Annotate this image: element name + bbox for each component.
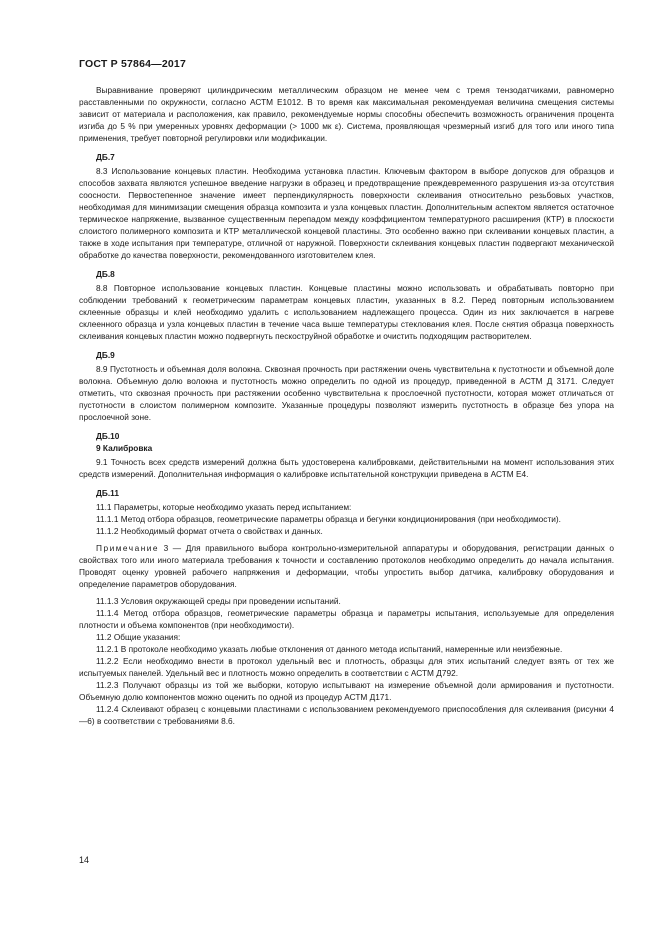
paragraph: Выравнивание проверяют цилиндрическим металлическим образцом не менее чем с тремя тензодатчиками, равномерно расставленными по окружности, согласно АСТМ Е1012. В то время как максимальная рекомендуемая величина смещения системы зависит от материала и расположения, как правило, рекомендуемые нормы способны обеспечить возможность ограничения процента изгиба до 5 % при умеренных уровнях деформации (> 1000 мк ε). Система, проявляющая чрезмерный изгиб для того или иного типа применения, требует повторной регулировки или модификации. [79,85,614,143]
subsection-heading-calibration: 9 Калибровка [96,443,153,453]
paragraph: 11.1.4 Метод отбора образцов, геометрические параметры образца и параметры испытания, используемые для определения плотности и объема компонентов (при необходимости). [79,608,614,630]
paragraph: 11.1.3 Условия окружающей среды при проведении испытаний. [96,596,341,606]
paragraph: 11.2.2 Если необходимо внести в протокол удельный вес и плотность, образцы для этих испытаний следует взять от тех же испытуемых панелей. Удельный вес и плотность можно определить в соответствии с АСТМ Д792. [79,656,614,678]
paragraph: 11.1.1 Метод отбора образцов, геометрические параметры образца и бегунки кондиционирования (при необходимости). [96,514,561,524]
paragraph: 9.1 Точность всех средств измерений должна быть удостоверена калибровками, действительными на момент использования этих средств измерений. Дополнительная информация о калибровке испытательной конструкции приведена в АСТМ Е4. [79,457,614,479]
paragraph: 11.2.3 Получают образцы из той же выборки, которую испытывают на измерение объемной доли армирования и пустотности. Объемную долю компонентов можно оценить по одной из процедур АСТМ Д171. [79,680,614,702]
section-heading-db8: ДБ.8 [96,269,115,279]
page-number: 14 [79,855,90,865]
paragraph: 8.9 Пустотность и объемная доля волокна. Сквозная прочность при растяжении очень чувствительна к пустотности и объемной доле волокна. Объемную долю волокна и пустотность можно определить по одной из процедур, приведенной в АСТМ Д 3171. Следует отметить, что сквозная прочность при растяжении особенно чувствительна к прослоечной пустотности, которая может отличаться от пустотности в слоистом полимерном композите. Указанные процедуры позволяют измерить пустотность в образце без упора на прослоечной зоне. [79,364,614,422]
note-text: 3 — Для правильного выбора контрольно-измерительной аппаратуры и оборудования, регистрации данных о свойствах того или иного материала требования к точности и составлению протоколов необходимо определить до начала испытания. Проводят оценку уровней рабочего напряжения и деформации, чтобы упростить выбор датчика, калибровку оборудования и определение параметров оборудования. [79,543,614,589]
paragraph: 11.1.2 Необходимый формат отчета о свойствах и данных. [96,526,323,536]
page-body [79,84,614,727]
section-heading-db10: ДБ.10 [96,431,120,441]
document-header: ГОСТ Р 57864—2017 [79,58,187,70]
paragraph: 11.1 Параметры, которые необходимо указать перед испытанием: [96,502,352,512]
paragraph: 11.2 Общие указания: [96,632,181,642]
section-heading-db7: ДБ.7 [96,152,115,162]
section-heading-db11: ДБ.11 [96,488,119,498]
paragraph: 8.3 Использование концевых пластин. Необходима установка пластин. Ключевым фактором в выборе допусков для образцов и способов захвата являются успешное введение нагрузки в образец и предотвращение преждевременного разрушения из-за отсутствия соосности. Первостепенное значение имеет перпендикулярность поверхности склеивания относительно резьбовых участков, необходимая для минимизации смещения образца композита и узла концевых пластин. Дополнительным аспектом является остаточное термическое напряжение, вызванное существенным перепадом между коэффициентом температурного расширения (КТР) в плоскости слоистого полимерного композита и КТР металлической концевой пластины. Это особенно важно при склеивании концевых пластин, а также в ходе испытания при температуре, отличной от наружной. Поверхности склеивания концевых пластин подвергают механической обработке до качества поверхности, рекомендованного изготовителем клея. [79,166,614,260]
section-heading-db9: ДБ.9 [96,350,115,360]
paragraph: 11.2.4 Склеивают образец с концевыми пластинами с использованием рекомендуемого приспособления для склеивания (рисунки 4—6) в соответствии с требованиями 8.6. [79,704,614,726]
note-label: Примечание [96,543,160,553]
paragraph: 11.2.1 В протоколе необходимо указать любые отклонения от данного метода испытаний, намеренные или неизбежные. [96,644,563,654]
paragraph: 8.8 Повторное использование концевых пластин. Концевые пластины можно использовать и обрабатывать повторно при соблюдении требований к геометрическим параметрам концевых пластин, указанных в 8.2. Перед повторным использованием склеенные образцы и клей необходимо удалить с использованием надлежащего процесса. Один из них заключается в нагреве склеенного образца и узла концевых пластин в течение часа выше температуры стеклования клея. После снятия образца поверхность склеивания концевых пластин можно подвергнуть пескоструйной обработке и очистить подходящим растворителем. [79,283,614,341]
note-paragraph [79,542,614,590]
